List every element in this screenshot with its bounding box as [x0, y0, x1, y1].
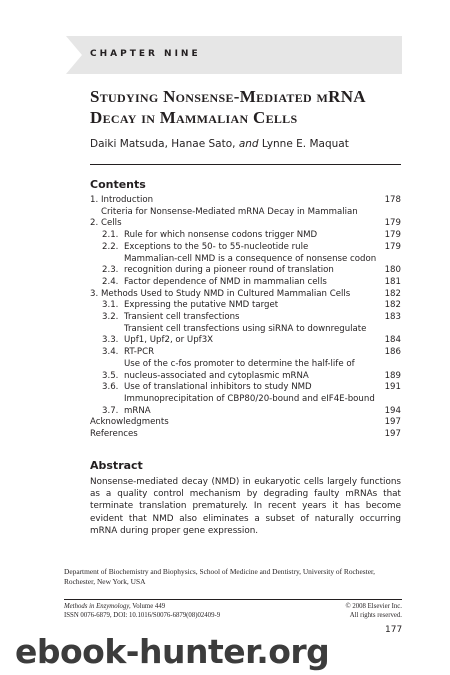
toc-entry[interactable] — [90, 230, 401, 242]
abstract-body: Nonsense-mediated decay (NMD) in eukaryotic cells largely functions as a quality control mechanism by degrading faulty mRNAs that terminate translation prematurely. In recent years it has become evident that NMD also eliminates a subset of naturally occurring mRNA during proper gene expression. — [90, 477, 401, 536]
toc-entry-number: 2.2. — [102, 241, 119, 252]
toc-entry-title: Introduction — [101, 195, 154, 205]
toc-entry[interactable] — [90, 312, 401, 324]
toc-entry[interactable] — [90, 254, 401, 277]
toc-entry[interactable] — [90, 195, 401, 207]
rights-notice: All rights reserved. — [349, 612, 402, 619]
chapter-banner-notch — [66, 36, 82, 74]
toc-entry-number: 3.3. — [102, 335, 119, 346]
toc-entry-page: 182 — [384, 288, 401, 299]
toc-entry-title: Acknowledgments — [90, 417, 169, 428]
toc-entry[interactable] — [90, 347, 401, 359]
toc-entry-page: 197 — [384, 417, 401, 428]
toc-entry[interactable] — [90, 242, 401, 254]
toc-entry-title: References — [90, 429, 138, 440]
contents-heading: Contents — [90, 178, 146, 191]
toc-entry[interactable] — [90, 207, 401, 230]
toc-entry-title: Transient cell transfections using siRNA to downregulate Upf1, Upf2, or Upf3X — [124, 323, 367, 346]
toc-entry-number: 1. — [90, 195, 99, 205]
toc-entry-page: 189 — [384, 370, 401, 381]
toc-entry-page: 182 — [384, 300, 401, 311]
toc-entry[interactable] — [90, 417, 401, 429]
page-number: 177 — [385, 625, 403, 635]
author-conjunction: and — [238, 138, 259, 150]
toc-entry-page: 183 — [384, 312, 401, 323]
toc-entry[interactable] — [90, 429, 401, 441]
author-list — [90, 138, 349, 150]
title-divider — [90, 164, 401, 165]
toc-entry-number: 2.4. — [102, 276, 119, 287]
toc-entry[interactable] — [90, 359, 401, 382]
toc-entry-page: 179 — [384, 218, 401, 229]
journal-citation — [64, 603, 165, 610]
toc-entry-number: 3.4. — [102, 347, 119, 358]
toc-entry-page: 179 — [384, 241, 401, 252]
toc-entry-title: Use of translational inhibitors to study NMD — [124, 382, 312, 393]
toc-entry-title: Mammalian-cell NMD is a consequence of nonsense codon recognition during a pioneer round of translation — [124, 253, 377, 276]
toc-entry-number: 2.1. — [102, 230, 119, 241]
chapter-label: CHAPTER NINE — [90, 49, 201, 59]
toc-entry-number: 3.7. — [102, 405, 119, 416]
toc-entry-title: RT-PCR — [124, 347, 155, 358]
toc-entry-page: 180 — [384, 265, 401, 276]
toc-entry-number: 3. — [90, 288, 99, 299]
author-names: Daiki Matsuda, Hanae Sato, — [90, 138, 239, 150]
toc-entry-title: Use of the c-fos promoter to determine the half-life of nucleus-associated and cytoplasmic mRNA — [124, 358, 355, 381]
toc-entry-page: 184 — [384, 335, 401, 346]
toc-entry-number: 3.5. — [102, 370, 119, 381]
chapter-title — [90, 86, 410, 128]
table-of-contents — [90, 195, 401, 441]
toc-entry-page: 191 — [384, 382, 401, 393]
author-affiliation: Department of Biochemistry and Biophysics, School of Medicine and Dentistry, University of Rochester, Rochester, New York, USA — [64, 567, 376, 586]
toc-entry-page: 194 — [384, 405, 401, 416]
toc-entry-page: 178 — [384, 195, 401, 205]
toc-entry[interactable] — [90, 300, 401, 312]
chapter-title-line-1: Studying Nonsense-Mediated mRNA — [90, 87, 366, 106]
toc-entry-number: 3.1. — [102, 300, 119, 311]
journal-volume: Volume 449 — [130, 603, 166, 610]
abstract-heading: Abstract — [90, 459, 143, 472]
toc-entry-page: 181 — [384, 276, 401, 287]
issn-doi: ISSN 0076-6879, DOI: 10.1016/S0076-6879(08)02409-9 — [64, 612, 221, 619]
toc-entry-title: Exceptions to the 50- to 55-nucleotide rule — [124, 241, 309, 252]
toc-entry-number: 3.2. — [102, 312, 119, 323]
toc-entry-title: Transient cell transfections — [124, 312, 240, 323]
toc-entry-page: 186 — [384, 347, 401, 358]
watermark-text: ebook-hunter.org — [15, 632, 330, 671]
toc-entry-title: Methods Used to Study NMD in Cultured Mammalian Cells — [101, 288, 351, 299]
toc-entry-page: 197 — [384, 429, 401, 440]
toc-entry-title: Criteria for Nonsense-Mediated mRNA Decay in Mammalian Cells — [101, 206, 358, 229]
toc-entry-title: Rule for which nonsense codons trigger NMD — [124, 230, 318, 241]
toc-entry[interactable] — [90, 289, 401, 301]
toc-entry[interactable] — [90, 382, 401, 394]
copyright-notice: © 2008 Elsevier Inc. — [345, 603, 402, 610]
toc-entry-title: Expressing the putative NMD target — [124, 300, 279, 311]
journal-name: Methods in Enzymology, — [64, 603, 131, 610]
toc-entry[interactable] — [90, 277, 401, 289]
toc-entry-number: 3.6. — [102, 382, 119, 393]
toc-entry-page: 179 — [384, 230, 401, 241]
toc-entry-number: 2. — [90, 218, 99, 229]
footer-row-issn — [64, 612, 402, 619]
toc-entry[interactable] — [90, 324, 401, 347]
toc-entry-number: 2.3. — [102, 265, 119, 276]
footer-divider — [64, 599, 402, 600]
watermark-logo — [15, 632, 445, 672]
chapter-title-line-2: Decay in Mammalian Cells — [90, 108, 298, 127]
footer-row-journal — [64, 603, 402, 610]
toc-entry-title: Factor dependence of NMD in mammalian cells — [124, 276, 327, 287]
author-last-name: Lynne E. Maquat — [258, 138, 349, 150]
toc-entry[interactable] — [90, 394, 401, 417]
toc-entry-title: Immunoprecipitation of CBP80/20-bound and eIF4E-bound mRNA — [124, 393, 375, 416]
